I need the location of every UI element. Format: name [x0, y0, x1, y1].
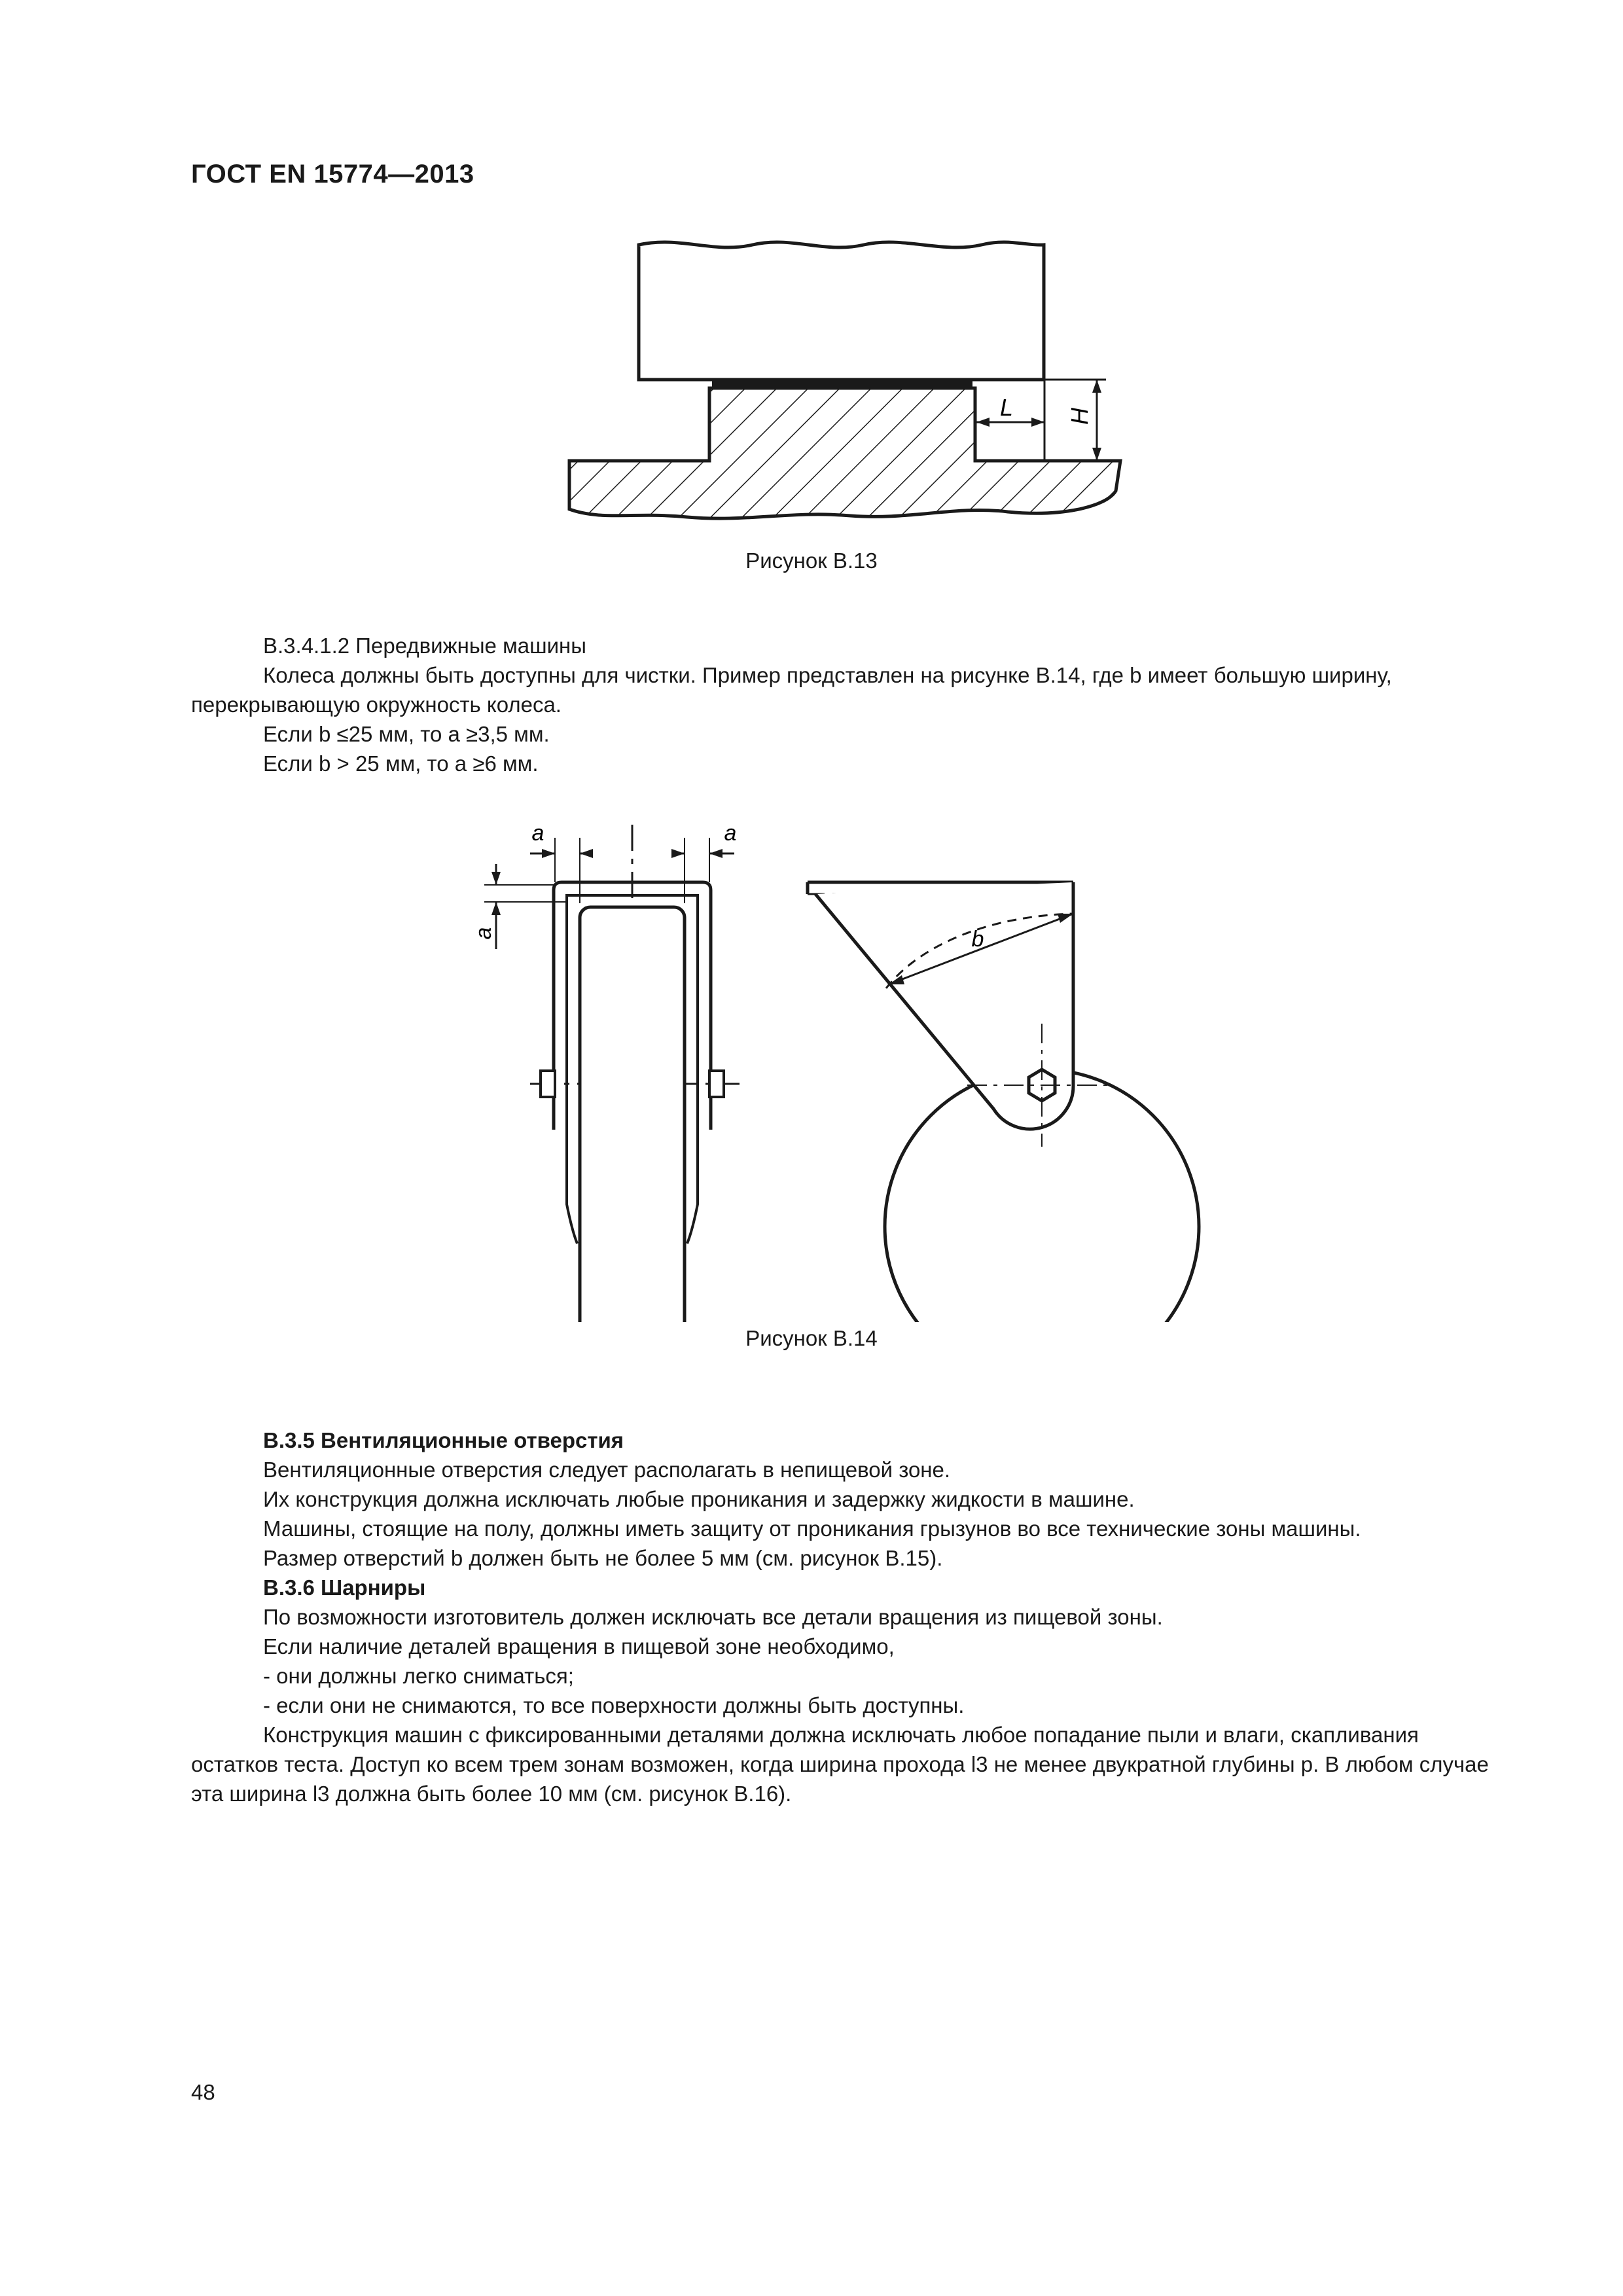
section-mobile-heading: В.3.4.1.2 Передвижные машины	[263, 634, 586, 658]
section-b36-list-item: - они должны легко сниматься;	[263, 1664, 574, 1688]
b14-dim-a-arrow-5	[491, 872, 501, 885]
b14-label-a-left: a	[531, 821, 544, 846]
section-b36-line: Если наличие деталей вращения в пищевой зоне необходимо,	[263, 1634, 895, 1659]
section-b35-line: Размер отверстий b должен быть не более 5 мм (см. рисунок В.15).	[263, 1546, 943, 1570]
b13-label-H: H	[1066, 408, 1093, 425]
section-b36-para: Конструкция машин с фиксированными деталями должна исключать любое попадание пыли и влаги, скапливания остатков теста. Доступ ко всем трем зонам возможен, когда ширина прохода l3 не менее двукратной глубины p. В любом случае эта ширина l3 должна быть более 10 мм (см. рисунок В.16).	[191, 1723, 1489, 1806]
b14-label-b: b	[971, 927, 984, 952]
section-b35-line: Машины, стоящие на полу, должны иметь защиту от проникания грызунов во все технические зоны машины.	[263, 1516, 1361, 1541]
b14-dim-a-arrow-2	[580, 849, 593, 858]
b14-dim-a-arrow-3	[671, 849, 685, 858]
section-b36-heading: В.3.6 Шарниры	[263, 1575, 426, 1600]
b14-dim-a-arrow-4	[709, 849, 722, 858]
page-number: 48	[191, 2080, 215, 2104]
figure-b14-drawing	[0, 785, 1623, 1322]
b14-label-a-right: a	[724, 821, 737, 846]
section-mobile-machines	[191, 631, 1507, 778]
b13-dim-L-arrow-left	[976, 418, 990, 427]
section-mobile-condition-2: Если b > 25 мм, то a ≥6 мм.	[263, 751, 539, 776]
b14-front-view	[484, 825, 753, 1322]
b13-dim-H-arrow-top	[1092, 380, 1101, 393]
b14-label-a-vertical: a	[471, 927, 496, 940]
figure-b13-caption: Рисунок В.13	[745, 548, 878, 573]
b14-dim-a-arrow-6	[491, 902, 501, 915]
b13-dim-H-arrow-bottom	[1092, 448, 1101, 461]
section-mobile-condition-1: Если b ≤25 мм, то a ≥3,5 мм.	[263, 722, 550, 746]
b14-side-view	[808, 882, 1211, 1322]
b14-dim-a-arrow-1	[542, 849, 555, 858]
section-b36-line: По возможности изготовитель должен исключать все детали вращения из пищевой зоны.	[263, 1605, 1163, 1629]
document-header: ГОСТ EN 15774—2013	[191, 160, 474, 188]
sections-b35-b36	[191, 1426, 1507, 1808]
b13-upper-body	[639, 242, 1044, 380]
section-mobile-para: Колеса должны быть доступны для чистки. Пример представлен на рисунке В.14, где b имеет большую ширину, перекрывающую окружность колеса.	[191, 663, 1392, 717]
section-b36-list-item: - если они не снимаются, то все поверхности должны быть доступны.	[263, 1693, 965, 1717]
b13-label-L: L	[999, 394, 1014, 421]
section-b35-line: Их конструкция должна исключать любые проникания и задержку жидкости в машине.	[263, 1487, 1135, 1511]
b13-base-hatched	[569, 388, 1120, 518]
figure-b14-caption: Рисунок В.14	[745, 1326, 878, 1350]
section-b35-heading: В.3.5 Вентиляционные отверстия	[263, 1428, 624, 1452]
section-b35-line: Вентиляционные отверстия следует располагать в непищевой зоне.	[263, 1458, 951, 1482]
b13-dim-L-arrow-right	[1031, 418, 1044, 427]
figure-b13-drawing	[0, 0, 1623, 589]
